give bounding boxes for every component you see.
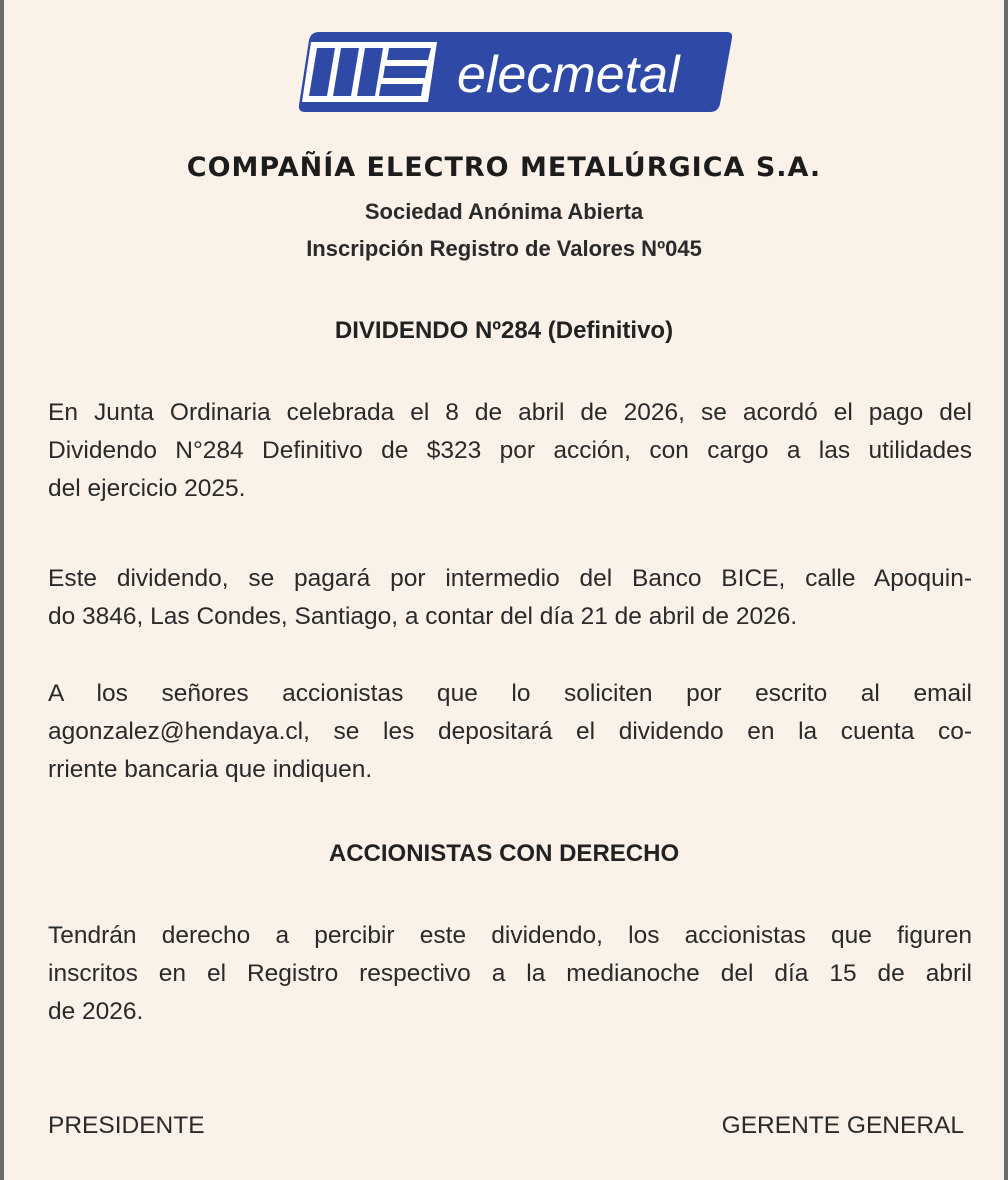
shareholders-paragraph — [48, 917, 972, 1031]
logo-mark-e-top — [387, 48, 431, 60]
logo-mark-e-mid — [383, 66, 427, 78]
signature-president: PRESIDENTE — [48, 1112, 205, 1139]
dividend-paragraph-3 — [48, 675, 972, 789]
paragraph-line: rriente bancaria que indiquen. — [48, 756, 373, 783]
paragraph-line: de 2026. — [48, 998, 144, 1025]
paragraph-line: Este dividendo, se pagará por intermedio del Banco BICE, calle Apoquin- — [48, 565, 972, 592]
logo-mark-e-bottom — [379, 84, 423, 96]
shareholders-heading: ACCIONISTAS CON DERECHO — [328, 840, 680, 867]
paragraph-line: do 3846, Las Condes, Santiago, a contar del día 21 de abril de 2026. — [48, 603, 798, 630]
paragraph-line: agonzalez@hendaya.cl, se les depositará el dividendo en la cuenta co- — [48, 718, 972, 745]
paragraph-line: A los señores accionistas que lo soliciten por escrito al email — [48, 680, 972, 707]
signature-general-manager: GERENTE GENERAL — [721, 1112, 964, 1139]
elecmetal-logo — [297, 28, 734, 114]
company-type: Sociedad Anónima Abierta — [364, 199, 644, 224]
paragraph-line: inscritos en el Registro respectivo a la medianoche del día 15 de abril — [48, 960, 972, 987]
paragraph-line: Dividendo N°284 Definitivo de $323 por acción, con cargo a las utilidades — [48, 437, 972, 464]
paragraph-line: Tendrán derecho a percibir este dividendo, los accionistas que figuren — [48, 922, 972, 949]
logo-wordmark: elecmetal — [457, 46, 680, 104]
company-name: COMPAÑÍA ELECTRO METALÚRGICA S.A. — [186, 152, 822, 183]
dividend-paragraph-1 — [48, 394, 972, 508]
dividend-paragraph-2 — [48, 560, 972, 636]
elecmetal-logo-graphic — [297, 28, 734, 114]
dividend-heading: DIVIDENDO Nº284 (Definitivo) — [334, 317, 674, 344]
paragraph-line: del ejercicio 2025. — [48, 475, 246, 502]
registry-number: Inscripción Registro de Valores Nº045 — [306, 236, 702, 261]
paragraph-line: En Junta Ordinaria celebrada el 8 de abril de 2026, se acordó el pago del — [48, 399, 972, 426]
